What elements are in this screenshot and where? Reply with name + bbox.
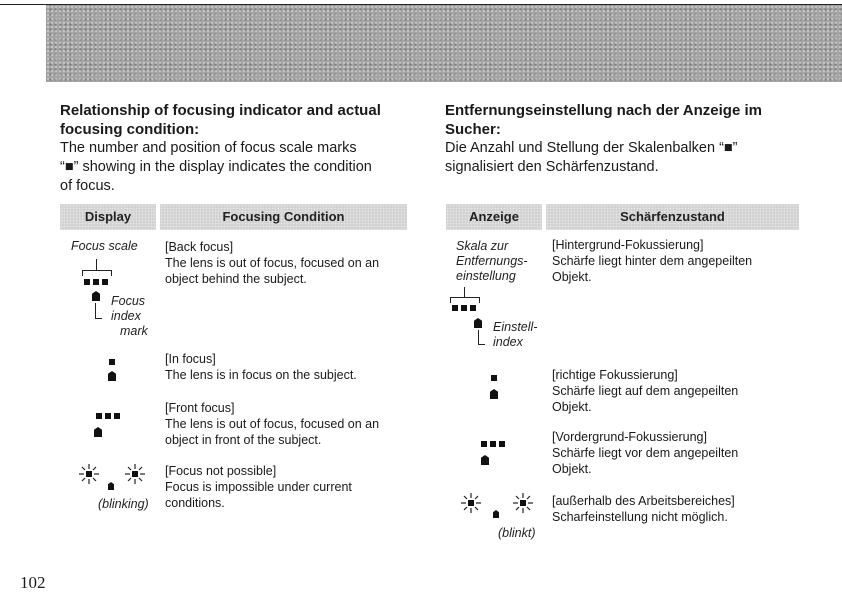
german-heading: Entfernungseinstellung nach der Anzeige im Sucher:: [445, 102, 762, 138]
scale-mark: [84, 279, 90, 285]
condition-front-focus-de: [Vordergrund-Fokussierung] Schärfe liegt vor dem angepeilten Objekt.: [552, 430, 739, 476]
condition-back-focus-de: [Hintergrund-Fokussierung] Schärfe liegt hinter dem angepeilten Objekt.: [552, 238, 753, 284]
scale-center-stem: [464, 287, 465, 297]
focus-index-icon: [108, 371, 116, 381]
scale-mark: [461, 305, 467, 311]
index-pointer-line: [95, 303, 102, 319]
blinking-label-de: (blinkt): [498, 526, 536, 540]
focus-index-icon: [94, 427, 102, 437]
focus-index-label: Focus index mark: [111, 294, 148, 338]
page-number: 102: [20, 573, 46, 592]
scale-mark: [470, 305, 476, 311]
scale-mark: [499, 441, 505, 447]
scale-mark: [96, 413, 102, 419]
english-heading: Relationship of focusing indicator and actual focusing condition:: [60, 102, 381, 138]
table-header-display: Display: [60, 204, 156, 230]
condition-not-possible: [Focus not possible] Focus is impossible under current conditions.: [165, 464, 352, 510]
blinking-mark-icon: [78, 463, 100, 485]
scale-mark: [481, 441, 487, 447]
focus-scale-label-de: Skala zur Entfernungs- einstellung: [456, 239, 528, 283]
english-intro: The number and position of focus scale marks “■” showing in the display indicates the condition of focus.: [60, 140, 372, 194]
blinking-mark-icon: [124, 463, 146, 485]
index-pointer-line: [478, 330, 485, 345]
scale-mark: [109, 359, 115, 365]
focus-index-icon: [481, 455, 489, 465]
focus-index-icon: [490, 389, 498, 399]
condition-front-focus: [Front focus] The lens is out of focus, focused on an object in front of the subject.: [165, 401, 380, 447]
scale-center-stem: [96, 259, 97, 270]
focus-index-icon: [108, 482, 114, 490]
table-header-display-de: Anzeige: [446, 204, 542, 230]
scale-mark: [114, 413, 120, 419]
focus-index-icon: [493, 510, 499, 518]
german-intro: Die Anzahl und Stellung der Skalenbalken “■” signalisiert den Schärfenzustand.: [445, 140, 738, 175]
scale-bracket: [82, 270, 112, 276]
scale-mark: [93, 279, 99, 285]
blinking-label: (blinking): [98, 497, 149, 511]
condition-back-focus: [Back focus] The lens is out of focus, focused on an object behind the subject.: [165, 240, 380, 286]
focus-scale-label: Focus scale: [71, 239, 138, 253]
focus-index-icon: [474, 318, 482, 328]
blinking-mark-icon: [512, 492, 534, 514]
scale-mark: [105, 413, 111, 419]
scale-mark: [102, 279, 108, 285]
scale-mark: [491, 375, 497, 381]
table-header-condition-de: Schärfenzustand: [546, 204, 799, 230]
focus-index-icon: [92, 291, 100, 301]
scale-bracket: [450, 297, 480, 303]
blinking-mark-icon: [460, 492, 482, 514]
condition-in-focus-de: [richtige Fokussierung] Schärfe liegt auf dem angepeilten Objekt.: [552, 368, 739, 414]
scale-mark: [490, 441, 496, 447]
focus-index-label-de: Einstell- index: [493, 320, 538, 349]
scale-mark: [452, 305, 458, 311]
header-banner: [46, 5, 842, 82]
table-header-condition: Focusing Condition: [160, 204, 407, 230]
condition-not-possible-de: [außerhalb des Arbeitsbereiches] Scharfeinstellung nicht möglich.: [552, 494, 735, 524]
condition-in-focus: [In focus] The lens is in focus on the subject.: [165, 352, 357, 382]
